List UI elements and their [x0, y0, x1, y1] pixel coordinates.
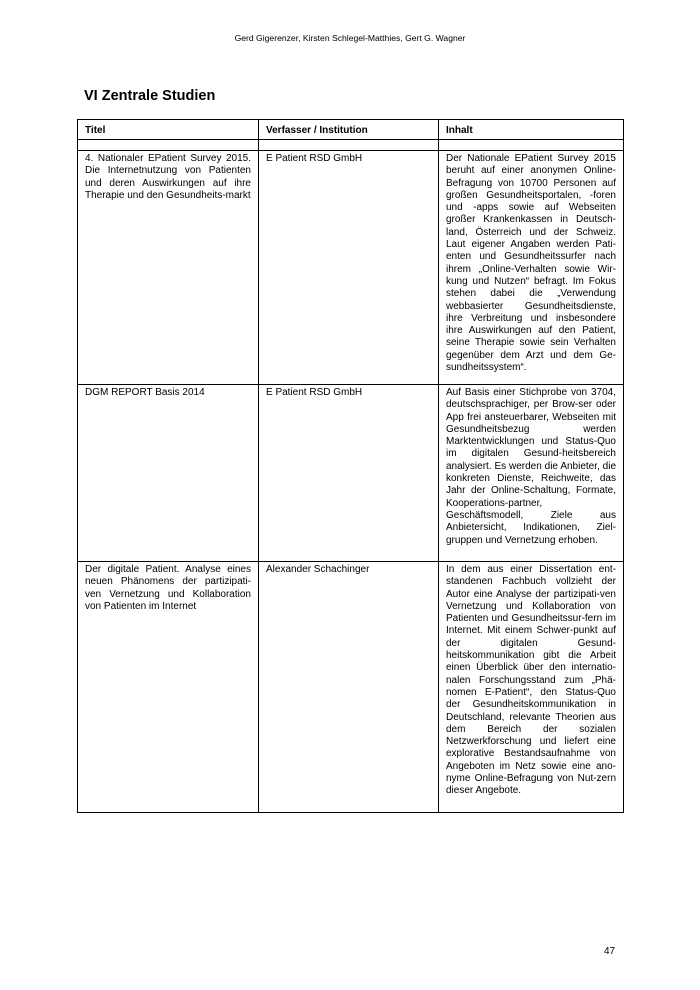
row-title: Der digitale Patient. Analyse eines neuen Phänomens der partizipati-ven Vernetzung und Kollaboration von Patienten im Internet — [78, 562, 259, 813]
table-spacer-row — [78, 140, 624, 151]
table-header-row — [78, 120, 624, 140]
row-title: 4. Nationaler EPatient Survey 2015. Die Internetnutzung von Patienten und deren Auswirkungen auf ihre Therapie und den Gesundheits-markt — [78, 151, 259, 385]
section-heading: VI Zentrale Studien — [84, 88, 216, 104]
row-content: In dem aus einer Dissertation ent-standenen Fachbuch vollzieht der Autor eine Analyse der partizipati-ven Vernetzung und Kollaboration von Patienten und Gesundheitssur-fern im Internet. Mit einem Schwer-punkt auf der digitalen Gesund-heitskommunikation gibt die Arbeit einen Überblick über den internatio-nalen Forschungsstand zum „Phä-nomen E-Patient“, den Status-Quo der Gesundheitskommunikation in Deutschland, relevante Theorien aus dem Bereich der sozialen Netzwerkforschung und liefert eine explorative Bestandsaufnahme von Angeboten im Netz sowie eine ano-nyme Online-Befragung von Nut-zern dieser Angebote. — [439, 562, 624, 813]
row-author: Alexander Schachinger — [259, 562, 439, 813]
row-author: E Patient RSD GmbH — [259, 385, 439, 562]
header-author: Verfasser / Institution — [259, 120, 439, 140]
page-number: 47 — [604, 946, 616, 957]
row-content: Auf Basis einer Stichprobe von 3704, deutschsprachiger, per Brow-ser oder App frei ansteuerbarer, Webseiten mit Gesundheitsbezug werden Marktentwicklungen und Status-Quo im digitalen Gesund-heitsbereich analysiert. Es werden die Anbieter, die konkreten Dienste, Reichweite, das Jahr der Online-Schaltung, Formate, Kooperations-partner, Geschäftsmodell, Ziele aus Anbietersicht, Indikationen, Ziel-gruppen und Vernetzung erhoben. — [439, 385, 624, 562]
spacer-cell — [439, 140, 624, 151]
row-title: DGM REPORT Basis 2014 — [78, 385, 259, 562]
table-row — [78, 151, 624, 385]
table-row — [78, 385, 624, 562]
row-author: E Patient RSD GmbH — [259, 151, 439, 385]
header-title: Titel — [78, 120, 259, 140]
table-row — [78, 562, 624, 813]
spacer-cell — [259, 140, 439, 151]
spacer-cell — [78, 140, 259, 151]
row-content: Der Nationale EPatient Survey 2015 beruht auf einer anonymen Online-Befragung von 10700 Personen auf großen Gesundheitsportalen, -foren und -apps sowie auf Webseiten großer Krankenkassen in Deutsch-land, Österreich und der Schweiz. Laut eigener Angaben werden Pati-enten und Gesundheitssurfer nach ihrem „Online-Verhalten sowie Wir-kung und Nutzen“ befragt. Im Fokus stehen dabei die „Verwendung webbasierter Gesundheitsdienste, ihre Verbreitung und insbesondere ihre Auswirkungen auf den Patient, seine Therapie sowie sein Verhalten gegenüber dem Arzt und dem Ge-sundheitssystem“. — [439, 151, 624, 385]
header-content: Inhalt — [439, 120, 624, 140]
running-header: Gerd Gigerenzer, Kirsten Schlegel-Matthies, Gert G. Wagner — [234, 33, 466, 43]
studies-table — [77, 119, 624, 813]
